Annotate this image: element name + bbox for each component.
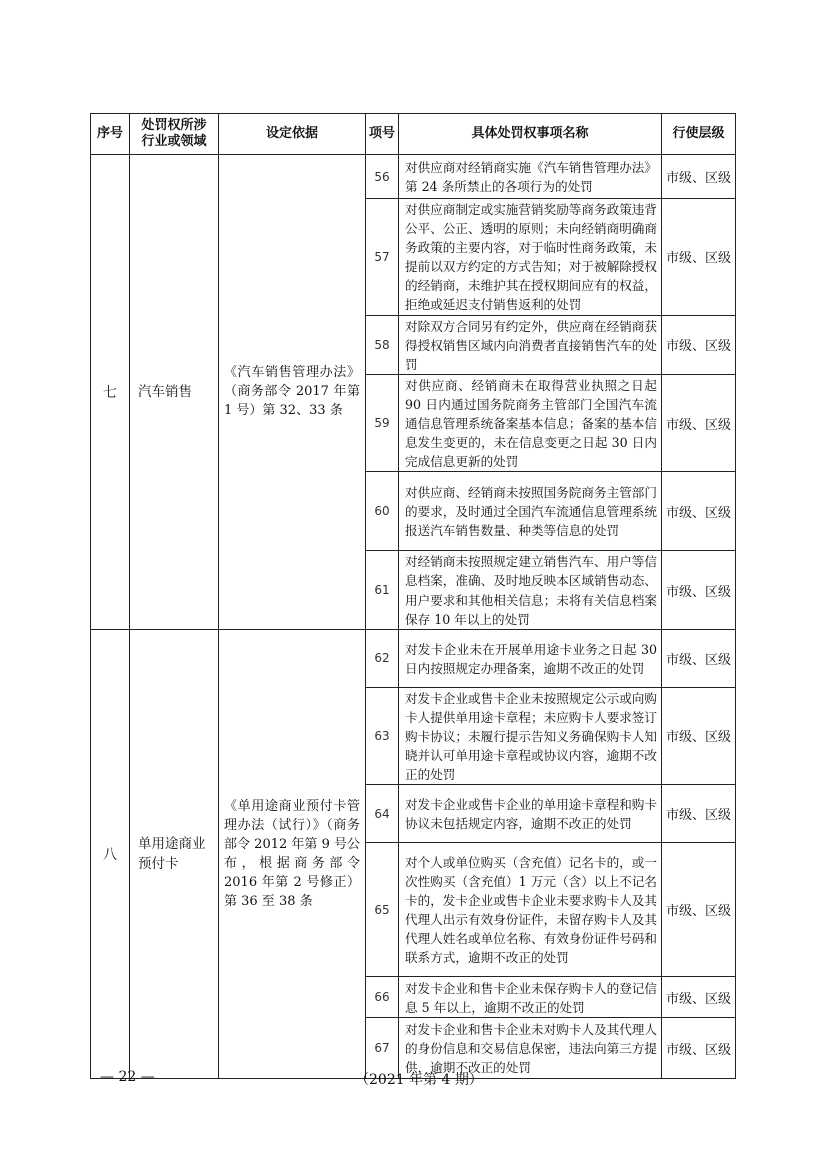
item-description-text: 对供应商对经销商实施《汽车销售管理办法》第 24 条所禁止的各项行为的处罚 — [405, 159, 657, 194]
item-description-text: 对供应商、经销商未在取得营业执照之日起 90 日内通过国务院商务主管部门全国汽车流通信息管理系统备案基本信息；备案的基本信息发生变更的，未在信息变更之日起 30 日内完成信息更新的处罚 — [405, 377, 657, 470]
item-level: 市级、区级 — [662, 629, 736, 687]
item-level: 市级、区级 — [662, 687, 736, 784]
item-description — [399, 977, 662, 1018]
header-basis: 设定依据 — [219, 114, 366, 155]
group-basis: 《单用途商业预付卡管理办法（试行）》（商务部令 2012 年第 9 号公布，根据商务部令 2016 年第 2 号修正）第 36 至 38 条 — [219, 629, 366, 1078]
table-row — [91, 629, 736, 687]
item-level: 市级、区级 — [662, 785, 736, 843]
item-number: 66 — [366, 977, 399, 1018]
item-description-text: 对供应商制定或实施营销奖励等商务政策违背公平、公正、透明的原则；未向经销商明确商务政策的主要内容，对于临时性商务政策，未提前以双方约定的方式告知；对于被解除授权的经销商，未维护其在授权期间应有的权益，拒绝或延迟支付销售返利的处罚 — [405, 202, 657, 313]
item-level: 市级、区级 — [662, 843, 736, 977]
item-description-text: 对除双方合同另有约定外，供应商在经销商获得授权销售区域内向消费者直接销售汽车的处罚 — [405, 318, 657, 372]
group-field: 汽车销售 — [130, 155, 219, 630]
item-number: 62 — [366, 629, 399, 687]
header-row — [91, 114, 736, 155]
item-description — [399, 155, 662, 199]
header-field: 处罚权所涉行业或领域 — [130, 114, 219, 155]
item-number: 65 — [366, 843, 399, 977]
header-item-name: 具体处罚权事项名称 — [399, 114, 662, 155]
item-level: 市级、区级 — [662, 374, 736, 471]
item-level: 市级、区级 — [662, 155, 736, 199]
item-level: 市级、区级 — [662, 551, 736, 629]
item-description-text: 对发卡企业未在开展单用途卡业务之日起 30 日内按照规定办理备案，逾期不改正的处罚 — [405, 641, 657, 676]
item-description — [399, 629, 662, 687]
item-description — [399, 785, 662, 843]
item-description-text: 对发卡企业或售卡企业未按照规定公示或向购卡人提供单用途卡章程；未应购卡人要求签订购卡协议；未履行提示告知义务确保购卡人知晓并认可单用途卡章程或协议内容，逾期不改正的处罚 — [405, 690, 657, 783]
item-level: 市级、区级 — [662, 977, 736, 1018]
item-level: 市级、区级 — [662, 315, 736, 374]
item-number: 60 — [366, 472, 399, 551]
item-description-text: 对个人或单位购买（含充值）记名卡的，或一次性购买（含充值）1 万元（含）以上不记名卡的，发卡企业或售卡企业未要求购卡人及其代理人出示有效身份证件，未留存购卡人及其代理人姓名或单位名称、有效身份证件号码和联系方式，逾期不改正的处罚 — [405, 854, 657, 966]
item-number: 58 — [366, 315, 399, 374]
item-number: 63 — [366, 687, 399, 784]
header-level: 行使层级 — [662, 114, 736, 155]
group-seq: 七 — [91, 155, 130, 630]
item-description — [399, 551, 662, 629]
item-number: 56 — [366, 155, 399, 199]
page-number: — 22 — — [100, 1069, 155, 1085]
item-description — [399, 199, 662, 316]
header-item-no: 项号 — [366, 114, 399, 155]
item-description-text: 对发卡企业或售卡企业的单用途卡章程和购卡协议未包括规定内容，逾期不改正的处罚 — [405, 797, 657, 832]
item-description — [399, 315, 662, 374]
item-description-text: 对供应商、经销商未按照国务院商务主管部门的要求，及时通过全国汽车流通信息管理系统报送汽车销售数量、种类等信息的处罚 — [405, 485, 657, 539]
item-number: 64 — [366, 785, 399, 843]
group-basis: 《汽车销售管理办法》（商务部令 2017 年第 1 号）第 32、33 条 — [219, 155, 366, 630]
item-description — [399, 843, 662, 977]
item-number: 59 — [366, 374, 399, 471]
item-level: 市级、区级 — [662, 472, 736, 551]
group-field: 单用途商业预付卡 — [130, 629, 219, 1078]
item-number: 61 — [366, 551, 399, 629]
item-description — [399, 472, 662, 551]
item-level: 市级、区级 — [662, 199, 736, 316]
item-number: 67 — [366, 1018, 399, 1079]
issue-label: （2021 年第 4 期） — [355, 1072, 483, 1088]
header-seq: 序号 — [91, 114, 130, 155]
item-description — [399, 374, 662, 471]
table-row — [91, 155, 736, 199]
item-description-text: 对发卡企业和售卡企业未保存购卡人的登记信息 5 年以上，逾期不改正的处罚 — [405, 980, 657, 1015]
item-description-text: 对发卡企业和售卡企业未对购卡人及其代理人的身份信息和交易信息保密，违法向第三方提供，逾期不改正的处罚 — [405, 1022, 657, 1076]
item-number: 57 — [366, 199, 399, 316]
item-description — [399, 687, 662, 784]
item-description-text: 对经销商未按照规定建立销售汽车、用户等信息档案，准确、及时地反映本区域销售动态、用户要求和其他相关信息；未将有关信息档案保存 10 年以上的处罚 — [405, 554, 657, 627]
group-seq: 八 — [91, 629, 130, 1078]
item-level: 市级、区级 — [662, 1018, 736, 1079]
penalty-table — [90, 113, 736, 1079]
